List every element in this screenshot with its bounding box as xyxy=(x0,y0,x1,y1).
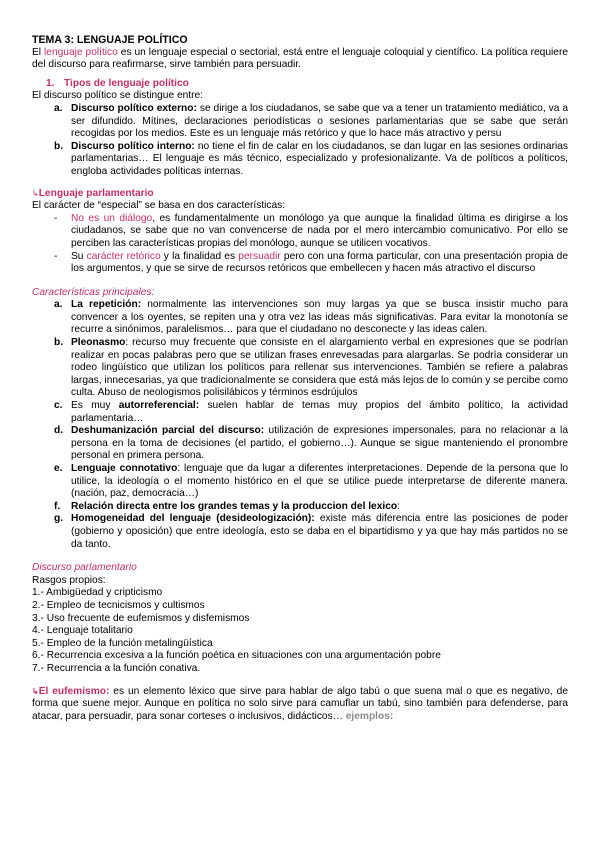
list-marker: f. xyxy=(54,500,61,512)
item-text: : lenguaje que da lugar a diferentes interpretaciones. Depende de la persona que lo utilice, la ideología o el momento histórico en el que se utilice puede interpretarse de diferente manera. (nación, paz, democracia…) xyxy=(71,463,568,500)
item-text: , es fundamentalmente un monólogo ya que aunque la finalidad última es dirigirse a los ciudadanos, se sabe que no van convencerse de nada por el mero intercambio comunicativo. Por ello se perciben las características propias del monólogo, aunque se utilicen vocativos. xyxy=(71,212,568,249)
item-pre: Es muy xyxy=(71,400,119,412)
item-text: pero con una forma particular, con una presentación propia de los argumentos, y que se sirve de recursos retóricos que embellecen y hacen más atractivo el discurso xyxy=(71,250,569,275)
list-item: 2.- Empleo de tecnicismos y cultismos xyxy=(32,599,205,611)
section-lead: El carácter de “especial” se basa en dos características: xyxy=(32,200,286,212)
item-pre: Su xyxy=(71,250,87,262)
list-marker: c. xyxy=(54,400,63,412)
list-marker: - xyxy=(54,250,58,262)
item-text: normalmente las intervenciones son muy largas ya que se busca insistir mucho para convencer a los oyentes, se repiten una y otra vez las ideas más significativas. Para evitar la monotonía se recurre a sinónimos, paralelismos… para que el ciudadano no desconecte y las ideas calen. xyxy=(71,299,569,336)
list-item xyxy=(32,400,568,425)
list-item xyxy=(32,501,568,514)
tipos-list xyxy=(32,103,568,179)
intro-post: es un lenguaje especial o sectorial, está entre el lenguaje coloquial y científico. La política requiere del discurso para reafirmarse, sirve también para persuadir. xyxy=(32,46,568,71)
item-text: se dirige a los ciudadanos, se sabe que va a tener un tratamiento mediático, va a ser difundido. Mítines, declaraciones periodísticas o sesiones parlamentarias que se sabe que serán recogidas por los medios. Este es un lenguaje más retórico y que lo hace más atractivo y persu xyxy=(71,102,568,140)
item-text: : recurso muy frecuente que consiste en el alargamiento verbal en expresiones que se podrían realizar en pocas palabras pero que se utilizan frases enrevesadas para alargarlas. Se podría considerar un rodeo lingüístico que utilizan los políticos para rellenar sus intervenciones. También se refiere a palabras largas, innecesarias, ya que tradicionalmente se considera que está más lejos de lo común y se percibe como culta. Abuso de neologismos polisilábicos y términos esdrújulos xyxy=(71,337,568,399)
list-item xyxy=(32,299,568,337)
section-heading-tipos xyxy=(32,78,568,91)
caracteristicas-list xyxy=(32,299,568,551)
list-item: 6.- Recurrencia excesiva a la función poética en situaciones con una argumentación pobre xyxy=(32,650,441,662)
list-item: 5.- Empleo de la función metalingüística xyxy=(32,637,213,649)
item-highlight-2: persuadir xyxy=(238,250,281,262)
parlamentario-list xyxy=(32,213,568,276)
item-term: Relación directa entre los grandes temas y la produccion del lexico xyxy=(71,500,398,512)
list-marker: a. xyxy=(54,102,63,114)
page-title: TEMA 3: LENGUAJE POLÍTICO xyxy=(32,34,188,46)
list-item xyxy=(32,513,568,551)
list-item xyxy=(32,251,568,276)
eufemismo-paragraph xyxy=(32,686,568,724)
item-term: autorreferencial: xyxy=(118,400,200,412)
list-item xyxy=(32,463,568,501)
list-item: 3.- Uso frecuente de eufemismos y disfemismos xyxy=(32,612,250,624)
list-item: 1.- Ambigüedad y cripticismo xyxy=(32,587,163,599)
list-marker: b. xyxy=(54,140,64,152)
item-highlight: carácter retórico xyxy=(86,250,161,262)
section-heading-text: Tipos de lenguaje político xyxy=(64,77,189,89)
item-term: La repetición: xyxy=(71,299,142,311)
eufemismo-term: El eufemismo: xyxy=(38,685,110,697)
section-heading-discurso: Discurso parlamentario xyxy=(32,562,137,574)
list-marker: e. xyxy=(54,463,63,474)
arrow-icon: ↳ xyxy=(32,686,39,696)
intro-highlight: lenguaje político xyxy=(44,46,118,58)
item-text: utilización de expresiones impersonales, para no relacionar a la persona en la toma de decisiones (el partido, el gobierno…). Aunque se sigue manteniendo el pronombre personal en primera persona. xyxy=(71,425,568,462)
item-term: Lenguaje connotativo xyxy=(71,463,178,474)
list-marker: - xyxy=(54,212,58,224)
arrow-icon: ↳ xyxy=(32,188,39,198)
section-lead: El discurso político se distingue entre: xyxy=(32,90,204,102)
item-term: Discurso político externo: xyxy=(71,102,197,114)
section-heading-parlamentario xyxy=(32,188,568,201)
item-highlight: No es un diálogo xyxy=(71,212,153,224)
item-text: suelen hablar de temas muy propios del ámbito político, la actividad parlamentaria… xyxy=(71,400,569,424)
intro-pre: El xyxy=(32,46,45,58)
list-item xyxy=(32,141,568,179)
item-text: no tiene el fin de calar en los ciudadanos, se dan lugar en las sesiones ordinarias parlamentarias… El lenguaje es más técnico, especializado y profesionalizante. Va de políticos a políticos, engloba actividades políticas internas. xyxy=(71,140,568,177)
section-heading-text: Lenguaje parlamentario xyxy=(38,187,154,199)
list-marker: a. xyxy=(54,299,63,311)
list-item xyxy=(32,213,568,251)
list-item: 7.- Recurrencia a la función conativa. xyxy=(32,662,201,674)
list-marker: g. xyxy=(54,513,64,525)
item-text: existe más diferencia entre las posiciones de poder (gobierno y oposición) que entre ideología, esto se daba en el bipartidismo y ya que hay más partidos no se da tanto. xyxy=(71,513,568,550)
item-term: Pleonasmo xyxy=(71,337,126,349)
item-text: : xyxy=(397,500,400,512)
section-number: 1. xyxy=(46,77,55,89)
item-term: Homogeneidad del lenguaje (desideologización): xyxy=(71,513,315,525)
section-heading-caracteristicas: Características principales: xyxy=(32,286,155,298)
list-item xyxy=(32,103,568,141)
item-mid: y la finalidad es xyxy=(160,250,239,262)
list-marker: b. xyxy=(54,337,64,349)
list-item xyxy=(32,425,568,463)
item-term: Deshumanización parcial del discurso: xyxy=(71,425,265,437)
section-lead: Rasgos propios: xyxy=(32,574,106,586)
eufemismo-text: es un elemento léxico que sirve para hablar de algo tabú o que suena mal o que es negativo, de forma que suene mejor. Aunque en política no solo sirve para camuflar un tabú, sino también para defenderse, para atacar, para persuadir, para sonar corteses o inclusivos, didácticos… xyxy=(32,685,568,722)
list-item: 4.- Lenguaje totalitario xyxy=(32,625,133,637)
ejemplos-label: ejemplos: xyxy=(345,710,394,722)
intro-paragraph xyxy=(32,47,568,72)
rasgos-list xyxy=(32,575,568,676)
list-marker: d. xyxy=(54,425,64,437)
list-item xyxy=(32,337,568,400)
item-term: Discurso político interno: xyxy=(71,140,195,152)
